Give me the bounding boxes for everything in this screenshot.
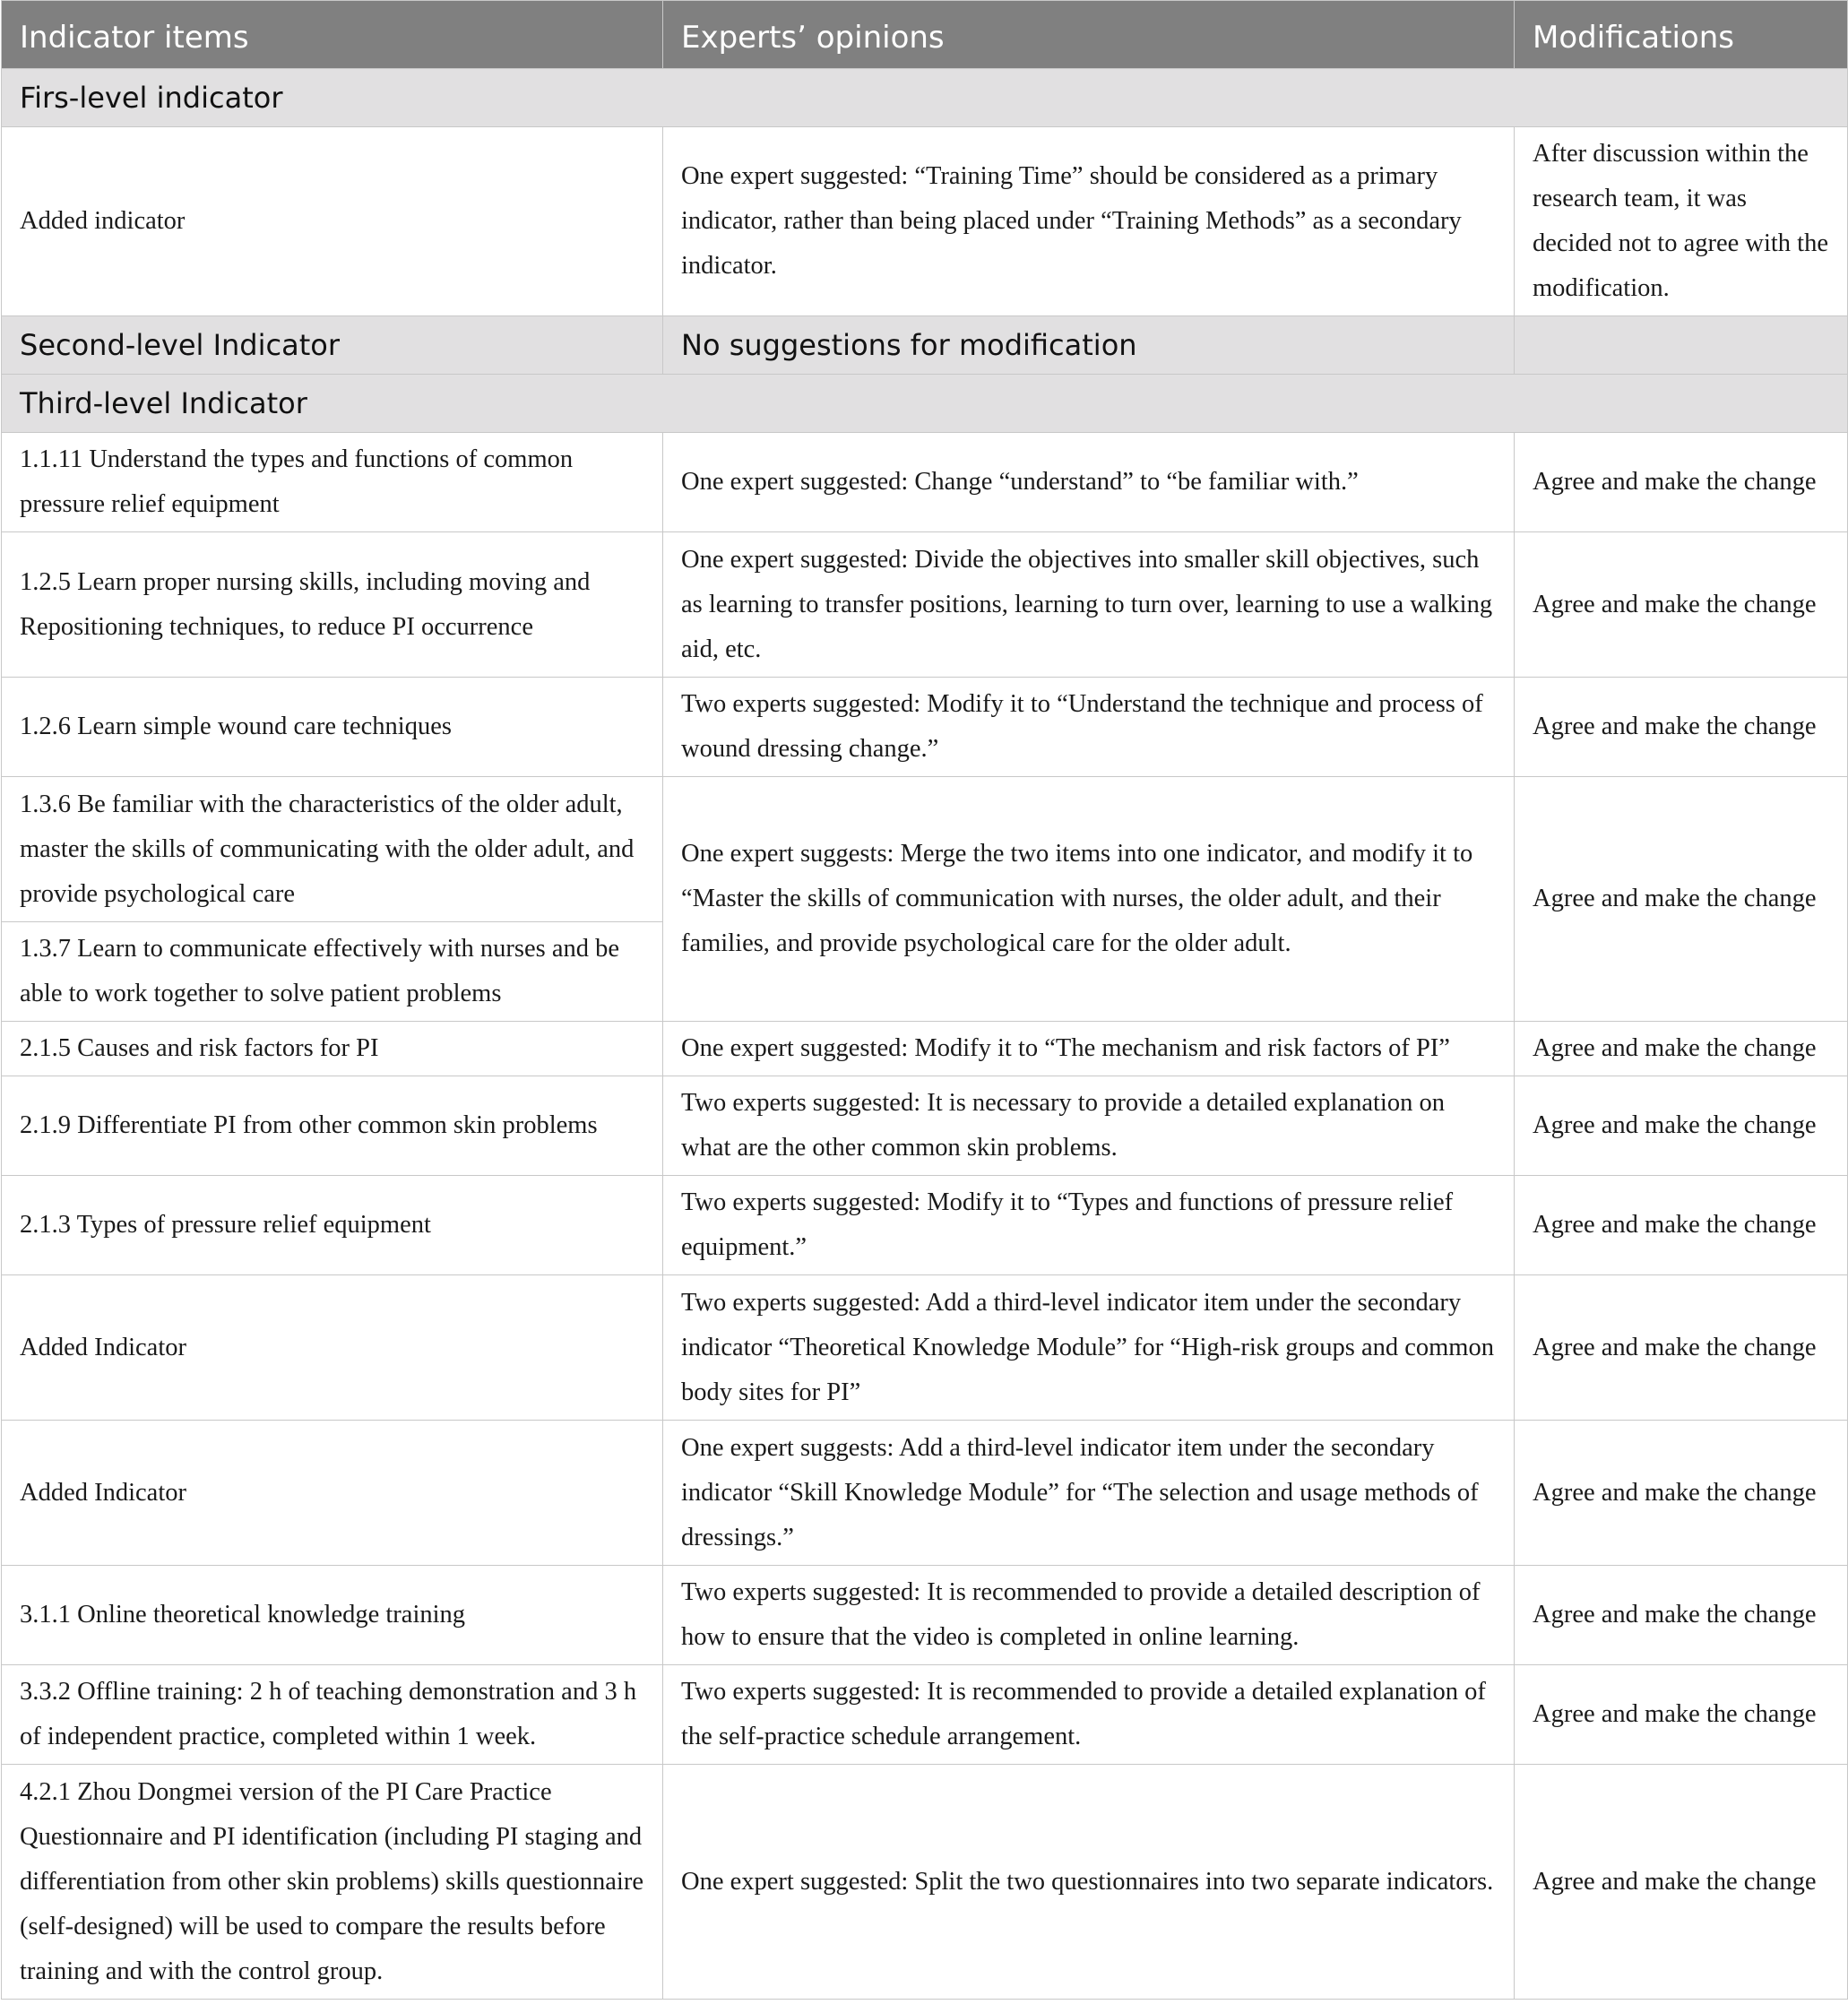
- modification: Agree and make the change: [1515, 1665, 1848, 1765]
- indicator-item: 1.3.7 Learn to communicate effectively with nurses and be able to work together to solve patient problems: [2, 922, 663, 1022]
- expert-opinion: Two experts suggested: Modify it to “Understand the technique and process of wound dressing change.”: [663, 678, 1515, 777]
- expert-opinion: One expert suggested: “Training Time” should be considered as a primary indicator, rather than being placed under “Training Methods” as a secondary indicator.: [663, 127, 1515, 316]
- indicator-item: 2.1.3 Types of pressure relief equipment: [2, 1176, 663, 1275]
- header-indicator-items: Indicator items: [2, 1, 663, 69]
- expert-opinion: Two experts suggested: Add a third-level indicator item under the secondary indicator “Theoretical Knowledge Module” for “High-risk groups and common body sites for PI”: [663, 1275, 1515, 1421]
- section-label-third-level: Third-level Indicator: [2, 375, 1848, 433]
- section-row-first-level: [2, 69, 1848, 127]
- indicator-item: 4.2.1 Zhou Dongmei version of the PI Care Practice Questionnaire and PI identification (including PI staging and differentiation from other skin problems) skills questionnaire (self-designed) will be used to compare the results before training and with the control group.: [2, 1765, 663, 2000]
- indicator-item: 1.2.6 Learn simple wound care techniques: [2, 678, 663, 777]
- modification: Agree and make the change: [1515, 433, 1848, 532]
- expert-opinion: Two experts suggested: It is necessary to provide a detailed explanation on what are the other common skin problems.: [663, 1076, 1515, 1176]
- modification: Agree and make the change: [1515, 1765, 1848, 2000]
- section-second-level-modification: [1515, 316, 1848, 375]
- indicator-item: 3.1.1 Online theoretical knowledge training: [2, 1566, 663, 1665]
- table-row: [2, 1176, 1848, 1275]
- table-row: [2, 1421, 1848, 1566]
- modification: Agree and make the change: [1515, 1022, 1848, 1076]
- section-row-second-level: [2, 316, 1848, 375]
- table-row: [2, 433, 1848, 532]
- expert-opinion: One expert suggests: Merge the two items into one indicator, and modify it to “Master the skills of communication with nurses, the older adult, and their families, and provide psychological care for the older adult.: [663, 777, 1515, 1022]
- expert-opinions-table: [1, 0, 1848, 2000]
- table-row: [2, 1275, 1848, 1421]
- header-modifications: Modifications: [1515, 1, 1848, 69]
- modification: Agree and make the change: [1515, 1566, 1848, 1665]
- expert-opinion: One expert suggested: Modify it to “The mechanism and risk factors of PI”: [663, 1022, 1515, 1076]
- expert-opinion: One expert suggested: Divide the objectives into smaller skill objectives, such as learning to transfer positions, learning to turn over, learning to use a walking aid, etc.: [663, 532, 1515, 678]
- modification: Agree and make the change: [1515, 1275, 1848, 1421]
- modification: Agree and make the change: [1515, 532, 1848, 678]
- indicator-item: 1.3.6 Be familiar with the characteristics of the older adult, master the skills of communicating with the older adult, and provide psychological care: [2, 777, 663, 922]
- indicator-item: 1.1.11 Understand the types and functions of common pressure relief equipment: [2, 433, 663, 532]
- section-label-second-level: Second-level Indicator: [2, 316, 663, 375]
- indicator-item: Added Indicator: [2, 1275, 663, 1421]
- indicator-item: Added indicator: [2, 127, 663, 316]
- indicator-item: 3.3.2 Offline training: 2 h of teaching demonstration and 3 h of independent practice, completed within 1 week.: [2, 1665, 663, 1765]
- table-row: [2, 1665, 1848, 1765]
- header-row: [2, 1, 1848, 69]
- table-row: [2, 1022, 1848, 1076]
- modification: Agree and make the change: [1515, 777, 1848, 1022]
- expert-opinion: One expert suggests: Add a third-level indicator item under the secondary indicator “Skill Knowledge Module” for “The selection and usage methods of dressings.”: [663, 1421, 1515, 1566]
- header-experts-opinions: Experts’ opinions: [663, 1, 1515, 69]
- section-label-first-level: Firs-level indicator: [2, 69, 1848, 127]
- indicator-item: 2.1.5 Causes and risk factors for PI: [2, 1022, 663, 1076]
- table-row: [2, 1076, 1848, 1176]
- table-row: [2, 1566, 1848, 1665]
- table-row: [2, 127, 1848, 316]
- expert-opinion: Two experts suggested: Modify it to “Types and functions of pressure relief equipment.”: [663, 1176, 1515, 1275]
- expert-opinion: One expert suggested: Change “understand” to “be familiar with.”: [663, 433, 1515, 532]
- modification: After discussion within the research team, it was decided not to agree with the modification.: [1515, 127, 1848, 316]
- table-row: [2, 532, 1848, 678]
- modification: Agree and make the change: [1515, 1076, 1848, 1176]
- section-row-third-level: [2, 375, 1848, 433]
- indicator-item: Added Indicator: [2, 1421, 663, 1566]
- expert-opinion: One expert suggested: Split the two questionnaires into two separate indicators.: [663, 1765, 1515, 2000]
- table-row: [2, 777, 1848, 922]
- section-second-level-opinion: No suggestions for modification: [663, 316, 1515, 375]
- indicator-item: 1.2.5 Learn proper nursing skills, including moving and Repositioning techniques, to reduce PI occurrence: [2, 532, 663, 678]
- modification: Agree and make the change: [1515, 1421, 1848, 1566]
- modification: Agree and make the change: [1515, 1176, 1848, 1275]
- table-row: [2, 678, 1848, 777]
- expert-opinion: Two experts suggested: It is recommended to provide a detailed description of how to ensure that the video is completed in online learning.: [663, 1566, 1515, 1665]
- indicator-item: 2.1.9 Differentiate PI from other common skin problems: [2, 1076, 663, 1176]
- expert-opinion: Two experts suggested: It is recommended to provide a detailed explanation of the self-practice schedule arrangement.: [663, 1665, 1515, 1765]
- table-row: [2, 1765, 1848, 2000]
- modification: Agree and make the change: [1515, 678, 1848, 777]
